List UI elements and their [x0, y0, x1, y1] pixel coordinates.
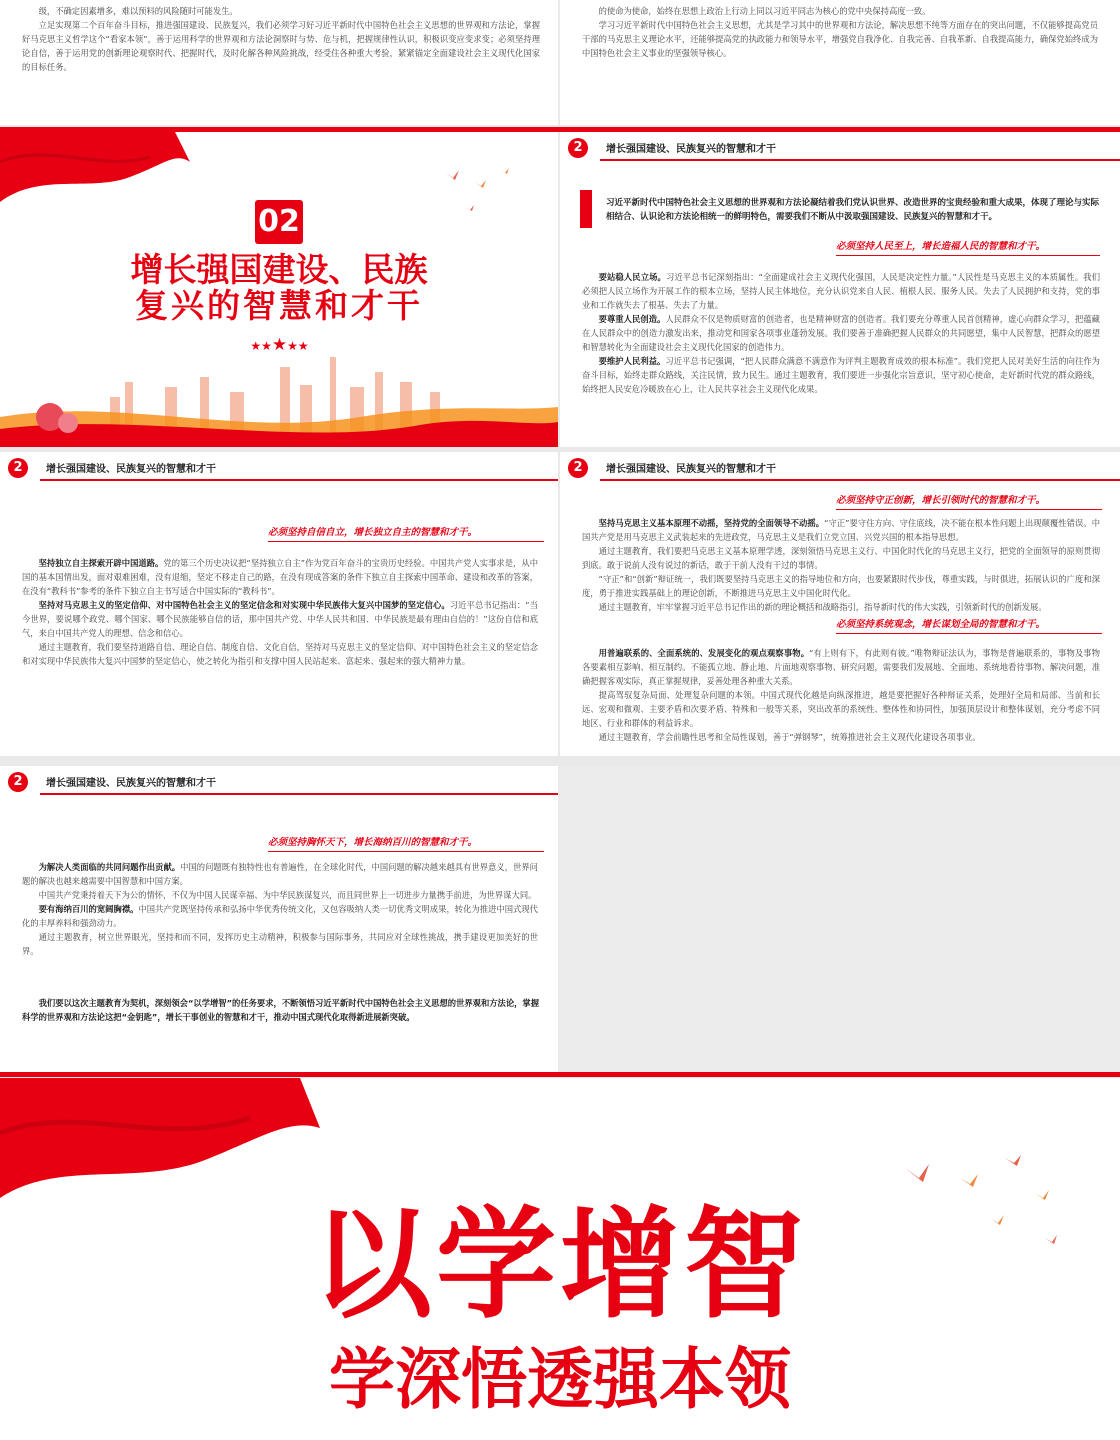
slide-header-title: 增长强国建设、民族复兴的智慧和才干	[46, 464, 216, 475]
section-cover-slide	[0, 132, 558, 447]
paragraph-text: 中国共产党既坚持传承和弘扬中华优秀传统文化，又包容吸纳人类一切优秀文明成果，转化为推进中国式现代化的丰厚养料和强劲动力。	[22, 904, 538, 928]
paragraph-text: 习近平总书记指出：“当今世界，要说哪个政党、哪个国家、哪个民族能够自信的话，那中国共产党、中华人民共和国、中华民族是最有理由自信的！”这份自信和底气，来自中国共产党人的理想、信念和信心。	[22, 600, 538, 638]
subtitle-people-first: 必须坚持人民至上，增长造福人民的智慧和才干。	[836, 238, 1100, 256]
subtitle-global: 必须坚持胸怀天下，增长海纳百川的智慧和才干。	[268, 834, 544, 852]
paragraph-text: “有上则有下，有此则有彼。”唯物辩证法认为，事物是普遍联系的，事物及事物各要素相互影响、相互制约。不能孤立地、静止地、片面地观察事物、研究问题，需要我们发展地、全面地、系统地看待事物、解决问题，准确把握客观实际，真正掌握规律，妥善处理各种重大关系。	[582, 648, 1100, 686]
paragraph-text: 提高驾驭复杂局面、处理复杂问题的本领。中国式现代化越是向纵深推进，越是要把握好各种辩证关系，处理好全局和局部、当前和长远、宏观和微观、主要矛盾和次要矛盾、特殊和一般等关系，突出改革的系统性、整体性和协同性，加强顶层设计和整体谋划，充分考虑不同地区、行业和群体的利益诉求。	[582, 690, 1100, 728]
star-icon: ★	[271, 335, 288, 355]
subtitle-self-reliance: 必须坚持自信自立，增长独立自主的智慧和才干。	[268, 524, 544, 542]
paragraph-text: 通过主题教育，我们要把马克思主义基本原理学透，深刻领悟马克思主义行、中国化时代化的马克思主义行，把党的全面领导的原则贯彻到底。敢于说前人没有说过的新话，敢于干前人没有干过的事情。	[582, 546, 1100, 570]
city-skyline-illustration	[0, 337, 558, 447]
red-flag-decoration	[0, 132, 260, 222]
paragraph-text: 学习习近平新时代中国特色社会主义思想，尤其是学习其中的世界观和方法论，解决思想不纯等方面存在的突出问题，不仅能够提高党员干部的马克思主义理论水平，还能够提高党的执政能力和领导水平，增强党自我净化、自我完善、自我革新、自我提高能力，确保党始终成为中国特色社会主义事业的坚强领导核心。	[582, 20, 1098, 58]
slide-1-right	[560, 0, 1120, 125]
paragraph-lead: 要有海纳百川的宽阔胸襟。	[38, 904, 139, 914]
section-title-line1: 增长强国建设、民族	[130, 250, 428, 289]
section-number-icon: 2	[8, 772, 28, 792]
intro-text: 习近平新时代中国特色社会主义思想的世界观和方法论凝结着我们党认识世界、改造世界的宝贵经验和重大成果，体现了理论与实际相结合、认识论和方法论相统一的鲜明特色，需要我们不断从中汲取强国建设、民族复兴的智慧和才干。	[606, 198, 1100, 222]
paragraph-lead: 要站稳人民立场。	[598, 272, 666, 282]
slide-1-left-text	[22, 4, 540, 74]
body-paragraph	[582, 544, 1100, 572]
body-paragraph	[582, 312, 1100, 354]
body-paragraph	[582, 270, 1100, 312]
slide-header-title: 增长强国建设、民族复兴的智慧和才干	[606, 464, 776, 475]
section-number-badge: 02	[255, 200, 303, 244]
paragraph-lead: 坚持独立自主探索开辟中国道路。	[38, 558, 164, 568]
body-paragraph	[582, 354, 1100, 396]
paragraph-lead: 坚持对马克思主义的坚定信仰、对中国特色社会主义的坚定信念和对实现中华民族伟大复兴中国梦的坚定信心。	[38, 600, 450, 610]
closing-slide	[0, 1078, 1120, 1440]
system-body	[582, 646, 1100, 744]
slide-header-title: 增长强国建设、民族复兴的智慧和才干	[606, 144, 776, 155]
slide-header	[560, 132, 1120, 172]
slide-header-title: 增长强国建设、民族复兴的智慧和才干	[46, 778, 216, 789]
header-rule	[40, 479, 558, 481]
slide-header	[0, 452, 558, 492]
body-paragraph	[582, 18, 1098, 60]
body-paragraph	[582, 4, 1098, 18]
slide-global-vision	[0, 766, 558, 1072]
paragraph-text: 立足实现第二个百年奋斗目标，推进强国建设、民族复兴，我们必须学习好习近平新时代中国特色社会主义思想的世界观和方法论，掌握好马克思主义哲学这个“看家本领”，善于运用科学的世界观和方法论洞察时与势、危与机，把握规律性认识，积极识变应变求变；必须坚持理论自信，善于运用党的创新理论观察时代、把握时代，及时化解各种风险挑战，经受住各种重大考验，紧紧锚定全面建设社会主义现代化国家的目标任务。	[22, 20, 540, 72]
subtitle-underline	[836, 509, 1102, 510]
slide-innovation-system	[560, 452, 1120, 756]
body-paragraph	[22, 598, 538, 640]
section-number-icon: 2	[568, 138, 588, 158]
people-first-body	[582, 270, 1100, 396]
paragraph-lead: 坚持马克思主义基本原理不动摇，坚持党的全面领导不动摇。	[598, 518, 825, 528]
subtitle-innovation: 必须坚持守正创新，增长引领时代的智慧和才干。	[836, 492, 1102, 510]
section-title	[0, 252, 558, 324]
star-icon: ★★	[287, 339, 309, 353]
body-paragraph	[22, 888, 538, 902]
header-rule	[600, 159, 1120, 161]
subtitle-underline	[836, 255, 1100, 256]
body-paragraph	[582, 646, 1100, 688]
body-paragraph	[22, 930, 538, 958]
slide-header	[560, 452, 1120, 492]
paragraph-text: 人民群众不仅是物质财富的创造者，也是精神财富的创造者。我们要充分尊重人民首创精神，虚心向群众学习，把蕴藏在人民群众中的创造力激发出来，推动党和国家各项事业蓬勃发展。我们要善于准确把握人民群众的共同愿望，集中人民智慧，把群众的愿望和智慧转化为全面建设社会主义现代化国家的创造伟力。	[582, 314, 1100, 352]
subtitle-system: 必须坚持系统观念，增长谋划全局的智慧和才干。	[836, 616, 1102, 634]
red-divider	[0, 1072, 1120, 1077]
global-vision-body	[22, 860, 538, 958]
body-paragraph	[582, 600, 1100, 614]
body-paragraph	[582, 516, 1100, 544]
body-paragraph	[582, 688, 1100, 730]
self-reliance-body	[22, 556, 538, 668]
body-paragraph	[22, 860, 538, 888]
body-paragraph	[22, 556, 538, 598]
blank-slide	[560, 766, 1120, 1072]
closing-subtitle: 学深悟透强本领	[329, 1341, 791, 1418]
paragraph-text: 通过主题教育，我们要坚持道路自信、理论自信、制度自信、文化自信，坚持对马克思主义的坚定信仰、对中国特色社会主义的坚定信念和对实现中华民族伟大复兴中国梦的坚定信心，使之转化为指引和支撑中国人民站起来、富起来、强起来的强大精神力量。	[22, 642, 538, 666]
body-paragraph	[22, 18, 540, 74]
body-paragraph	[582, 730, 1100, 744]
section-number-icon: 2	[568, 458, 588, 478]
paragraph-lead: 用普遍联系的、全面系统的、发展变化的观点观察事物。	[598, 648, 810, 658]
body-paragraph	[582, 572, 1100, 600]
paragraph-text: “守正”要守住方向、守住底线，决不能在根本性问题上出现颠覆性错误。中国共产党是用马克思主义武装起来的先进政党，马克思主义是我们立党立国、兴党兴国的根本指导思想。	[582, 518, 1100, 542]
header-rule	[40, 793, 558, 795]
subtitle-underline	[836, 633, 1102, 634]
paragraph-lead: 为解决人类面临的共同问题作出贡献。	[38, 862, 181, 872]
innovation-body	[582, 516, 1100, 614]
subtitle-underline	[268, 851, 544, 852]
paragraph-lead: 要尊重人民创造。	[598, 314, 666, 324]
paragraph-text: 党的第三个历史决议把“坚持独立自主”作为党百年奋斗的宝贵历史经验。中国共产党人实事求是，从中国的基本国情出发，面对艰难困难，没有退缩，坚定不移走自己的路，在没有现成答案的条件下独立自主探索中国革命、建设和改革的答案，在没有“教科书”参考的条件下独立自主书写适合中国实际的“教科书”。	[22, 558, 538, 596]
section-title-line2: 复兴的智慧和才干	[135, 286, 423, 325]
paragraph-text: 通过主题教育，牢牢掌握习近平总书记作出的新的理论概括和战略指引，指导新时代的伟大实践，引领新时代的创新发展。	[598, 602, 1047, 612]
conclusion-text: 我们要以这次主题教育为契机，深刻领会“以学增智”的任务要求，不断领悟习近平新时代中国特色社会主义思想的世界观和方法论，掌握科学的世界观和方法论这把“金钥匙”，增长干事创业的智慧和才干，推动中国式现代化取得新进展新突破。	[22, 998, 540, 1022]
paragraph-text: 习近平总书记强调，“把人民群众满意不满意作为评判主题教育成效的根本标准”。我们党把人民对美好生活的向往作为奋斗目标，始终走群众路线，关注民情，致力民生。通过主题教育，我们要进一步强化宗旨意识，坚守初心使命，走好新时代党的群众路线，始终把人民安危冷暖放在心上，让人民共享社会主义现代化成果。	[582, 356, 1100, 394]
intro-marker	[580, 190, 592, 228]
birds-decoration	[440, 162, 530, 222]
paragraph-lead: 要维护人民利益。	[598, 356, 666, 366]
star-icon: ★★	[250, 339, 272, 353]
paragraph-text: 通过主题教育，树立世界眼光，坚持和而不同，发挥历史主动精神，积极参与国际事务，共同应对全球性挑战，携手建设更加美好的世界。	[22, 932, 538, 956]
body-paragraph	[22, 902, 538, 930]
slide-self-reliance	[0, 452, 558, 756]
body-paragraph	[22, 640, 538, 668]
closing-title: 以学增智	[312, 1196, 808, 1335]
body-paragraph	[22, 4, 540, 18]
paragraph-text: 的使命为使命，始终在思想上政治上行动上同以习近平同志为核心的党中央保持高度一致。	[598, 6, 931, 16]
slide-people-first	[560, 132, 1120, 447]
slide-1-left	[0, 0, 558, 125]
paragraph-text: 习近平总书记深刻指出：“全面建成社会主义现代化强国，人民是决定性力量。”人民性是马克思主义的本质属性。我们必须把人民立场作为开展工作的根本立场，坚持人民主体地位，充分认识党来自人民、植根人民、服务人民。失去了人民拥护和支持，党的事业和工作就失去了根基、失去了力量。	[582, 272, 1100, 310]
paragraph-text: 通过主题教育，学会前瞻性思考和全局性谋划，善于“弹钢琴”，统筹推进社会主义现代化建设各项事业。	[598, 732, 981, 742]
paragraph-text: “守正”和“创新”辩证统一，我们既要坚持马克思主义的指导地位和方向，也要紧跟时代步伐，尊重实践，与时俱进，拓展认识的广度和深度，勇于推进实践基础上的理论创新，不断推进马克思主义中国化时代化。	[582, 574, 1100, 598]
slide-header	[0, 766, 558, 806]
subtitle-underline	[268, 541, 544, 542]
paragraph-text: 中国共产党秉持着天下为公的情怀，不仅为中国人民谋幸福、为中华民族谋复兴，而且同世界上一切进步力量携手前进，为世界谋大同。	[38, 890, 537, 900]
section-number-icon: 2	[8, 458, 28, 478]
header-rule	[600, 479, 1120, 481]
slide-1-right-text	[582, 4, 1098, 60]
paragraph-text: 中国的问题既有独特性也有普遍性，在全球化时代，中国问题的解决越来越具有世界意义，世界问题的解决也越来越需要中国智慧和中国方案。	[22, 862, 538, 886]
paragraph-text: 级，不确定因素增多，难以预料的风险随时可能发生。	[38, 6, 238, 16]
